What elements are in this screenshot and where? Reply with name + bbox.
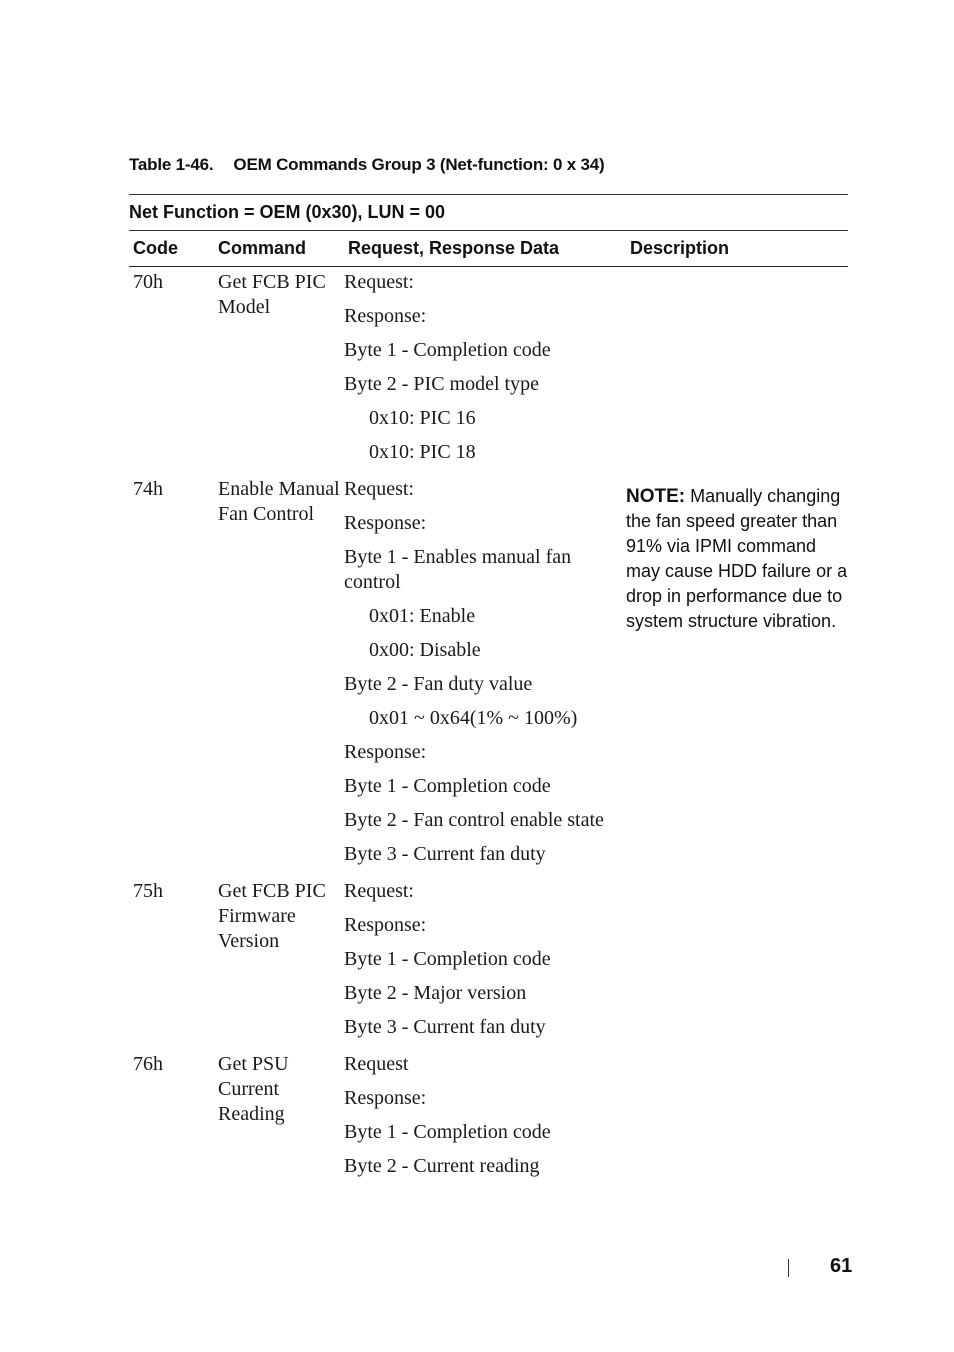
data-line: 0x01 ~ 0x64(1% ~ 100%): [369, 707, 578, 729]
data-line: Byte 2 - Current reading: [344, 1155, 540, 1177]
data-line: Byte 3 - Current fan duty: [344, 1016, 546, 1038]
command-description: [626, 267, 848, 475]
data-line: Byte 2 - Major version: [344, 982, 527, 1004]
command-code: 75h: [133, 880, 163, 902]
data-line: Byte 2 - Fan duty value: [344, 673, 533, 695]
note-text: Manually changing the fan speed greater than 91% via IPMI command may cause HDD failure or a drop in performance due to system structure vibration.: [626, 486, 848, 631]
data-line: Request:: [344, 880, 414, 902]
page-number: 61: [830, 1255, 853, 1277]
note-label: NOTE:: [626, 486, 686, 507]
data-line: Byte 1 - Completion code: [344, 775, 551, 797]
data-line: Byte 3 - Current fan duty: [344, 843, 546, 865]
column-header-request-response: Request, Response Data: [344, 231, 626, 267]
request-response-data: [344, 876, 626, 1049]
command-name: Get PSU Current Reading: [218, 1053, 289, 1125]
table-caption-label: Table 1-46.: [129, 155, 214, 174]
command-name: Enable Manual Fan Control: [218, 478, 340, 525]
command-description: [626, 876, 848, 1049]
data-line: Response:: [344, 305, 427, 327]
data-line: 0x01: Enable: [369, 605, 476, 627]
data-line: Byte 2 - PIC model type: [344, 373, 539, 395]
command-code: 76h: [133, 1053, 163, 1075]
column-header-description: Description: [626, 231, 848, 267]
command-code: 74h: [133, 478, 163, 500]
data-line: Byte 2 - Fan control enable state: [344, 809, 604, 831]
table-caption: [129, 155, 605, 175]
table-row: [129, 876, 848, 1049]
data-line: Byte 1 - Enables manual fan control: [344, 546, 572, 593]
data-line: Response:: [344, 512, 427, 534]
column-header-code: Code: [129, 231, 214, 267]
command-name: Get FCB PIC Model: [218, 271, 326, 318]
command-description: [626, 1049, 848, 1188]
data-line: Request:: [344, 271, 414, 293]
data-line: Byte 1 - Completion code: [344, 1121, 551, 1143]
command-name: Get FCB PIC Firmware Version: [218, 880, 326, 952]
data-line: Byte 1 - Completion code: [344, 948, 551, 970]
command-code: 70h: [133, 271, 163, 293]
net-function-header: Net Function = OEM (0x30), LUN = 00: [129, 195, 848, 231]
data-line: Request:: [344, 478, 414, 500]
data-line: 0x10: PIC 18: [369, 441, 476, 463]
data-line: 0x10: PIC 16: [369, 407, 476, 429]
request-response-data: [344, 1049, 626, 1188]
data-line: 0x00: Disable: [369, 639, 481, 661]
column-header-command: Command: [214, 231, 344, 267]
table-row: [129, 474, 848, 876]
table-row: [129, 267, 848, 475]
data-line: Response:: [344, 1087, 427, 1109]
command-description: [626, 474, 848, 876]
data-line: Response:: [344, 914, 427, 936]
footer-divider: [788, 1259, 789, 1277]
table-row: [129, 1049, 848, 1188]
data-line: Request: [344, 1053, 409, 1075]
table-caption-title: OEM Commands Group 3 (Net-function: 0 x 34): [233, 155, 605, 174]
data-line: Response:: [344, 741, 427, 763]
oem-commands-table: [129, 194, 848, 1188]
request-response-data: [344, 267, 626, 475]
request-response-data: [344, 474, 626, 876]
data-line: Byte 1 - Completion code: [344, 339, 551, 361]
